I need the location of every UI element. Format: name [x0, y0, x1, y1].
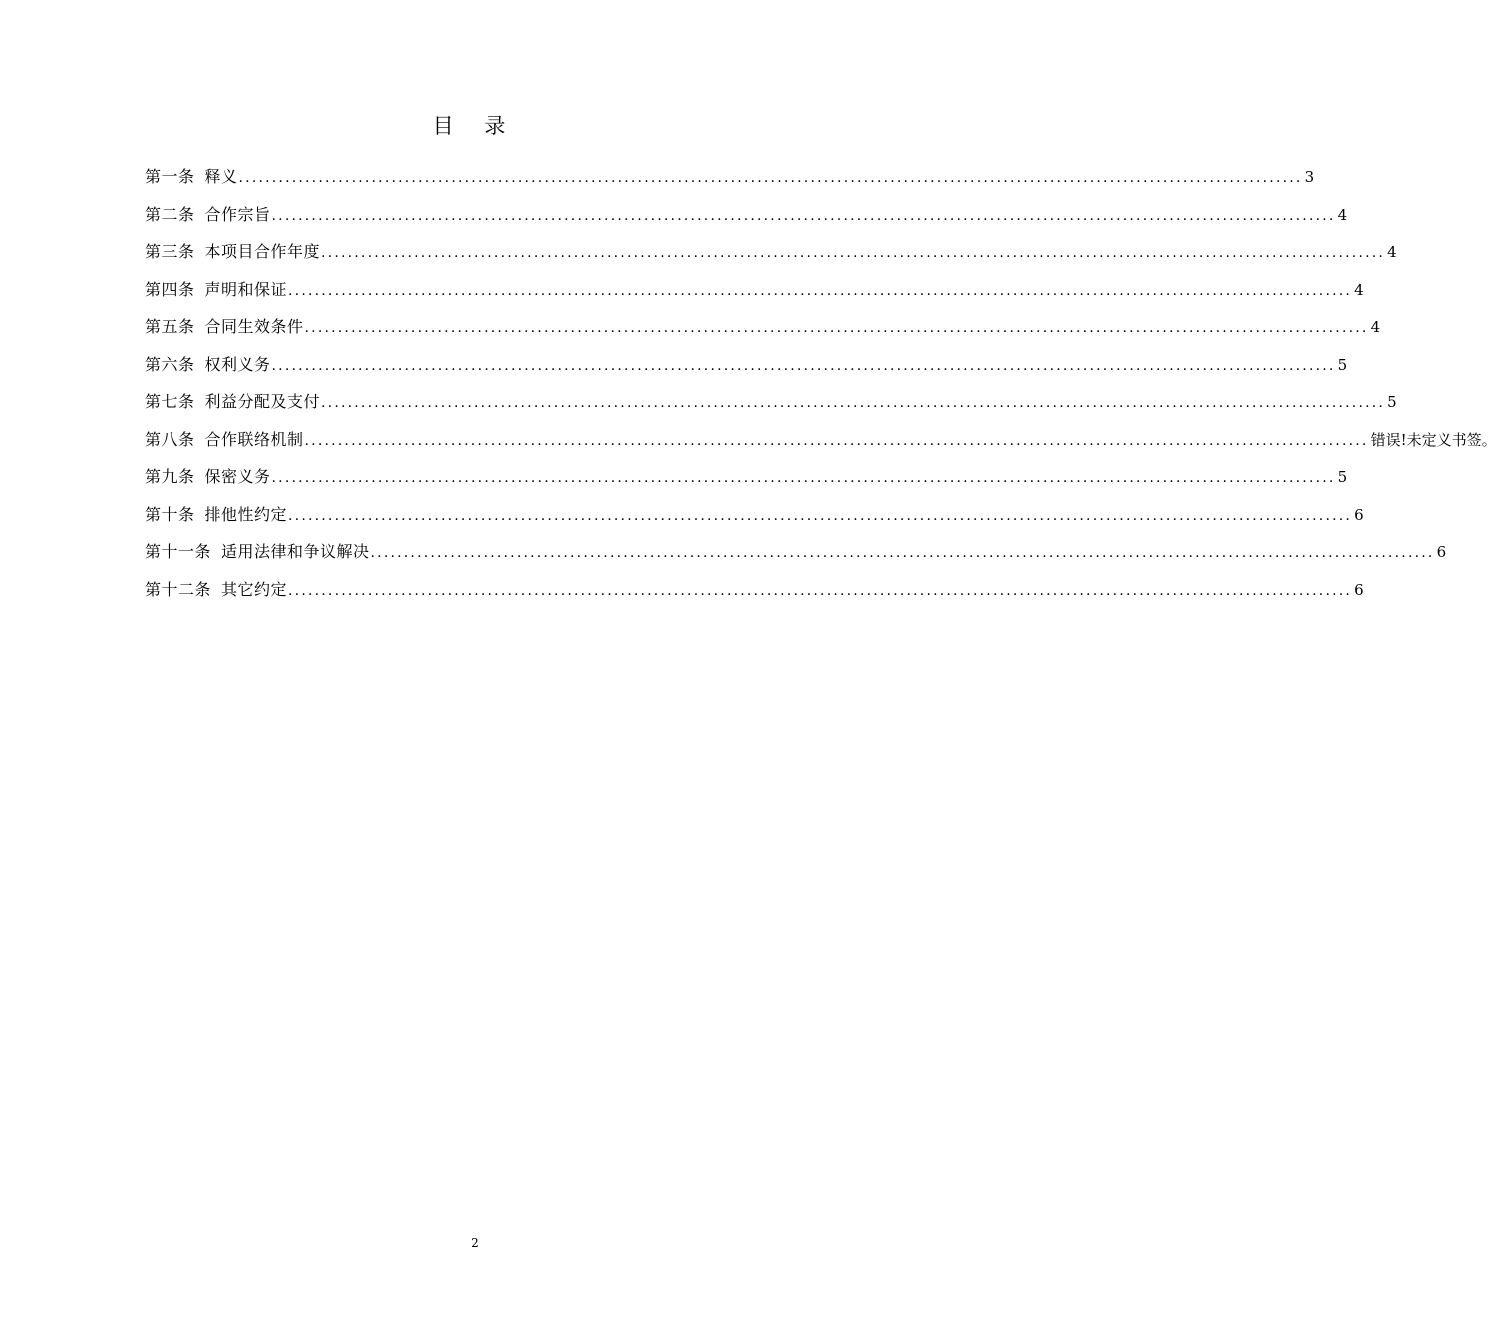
toc-page-ref: 5 — [1337, 355, 1348, 374]
toc-entry[interactable] — [145, 463, 1348, 501]
toc-article-number: 第一条 — [145, 167, 195, 186]
dot-leader: ................................................................................................................................................................ — [288, 507, 1353, 524]
dot-leader: ................................................................................................................................................................ — [304, 432, 1369, 449]
toc-article-number: 第十一条 — [145, 542, 212, 561]
page-number: 2 — [471, 1236, 479, 1250]
toc-article-title: 合作联络机制 — [204, 429, 304, 449]
dot-leader: ................................................................................................................................................................ — [288, 582, 1353, 599]
toc-article-number: 第二条 — [145, 204, 195, 224]
dot-leader: ................................................................................................................................................................ — [288, 282, 1353, 299]
toc-entry[interactable] — [145, 388, 1397, 426]
toc-page-ref: 4 — [1370, 318, 1381, 336]
toc-page-ref: 4 — [1387, 243, 1397, 261]
toc-article-title: 合作宗旨 — [204, 204, 271, 224]
toc-entry[interactable] — [145, 313, 1381, 351]
toc-article-title: 利益分配及支付 — [204, 392, 321, 411]
toc-article-title: 权利义务 — [204, 354, 271, 374]
toc-article-number: 第四条 — [145, 279, 195, 299]
toc-article-title: 排他性约定 — [204, 504, 288, 524]
toc-article-number: 第十二条 — [145, 579, 212, 599]
toc-page-ref: 5 — [1387, 393, 1397, 411]
toc-article-title: 其它约定 — [221, 579, 288, 599]
toc-article-number: 第八条 — [145, 429, 195, 449]
toc-article-number: 第三条 — [145, 242, 195, 261]
toc-page-ref: 5 — [1337, 468, 1348, 486]
toc-entry[interactable] — [145, 351, 1348, 389]
toc-page-ref: 6 — [1436, 543, 1447, 561]
toc-page-ref: 错误!未定义书签。 — [1370, 430, 1497, 449]
toc-article-number: 第九条 — [145, 467, 195, 486]
dot-leader: ................................................................................................................................................................ — [370, 545, 1435, 561]
toc-article-title: 本项目合作年度 — [204, 242, 321, 261]
toc-entry[interactable] — [145, 276, 1364, 314]
toc-entry[interactable] — [145, 201, 1348, 239]
toc-entry[interactable] — [145, 538, 1447, 576]
dot-leader: ................................................................................................................................................................ — [304, 320, 1369, 336]
toc-entry[interactable] — [145, 501, 1364, 539]
dot-leader: ................................................................................................................................................................ — [238, 170, 1303, 186]
toc-page-ref: 6 — [1354, 580, 1364, 599]
toc-entry[interactable] — [145, 576, 1364, 614]
toc-page-ref: 6 — [1354, 505, 1364, 524]
toc-entry[interactable] — [145, 163, 1315, 201]
dot-leader: ................................................................................................................................................................ — [271, 357, 1336, 374]
toc-article-title: 保密义务 — [204, 467, 271, 486]
toc-entry[interactable] — [145, 238, 1397, 276]
dot-leader: ................................................................................................................................................................ — [321, 245, 1386, 261]
dot-leader: ................................................................................................................................................................ — [321, 395, 1386, 411]
dot-leader: ................................................................................................................................................................ — [271, 470, 1336, 486]
toc-article-number: 第七条 — [145, 392, 195, 411]
toc-article-number: 第六条 — [145, 354, 195, 374]
toc-entry[interactable] — [145, 426, 1497, 464]
toc-article-number: 第五条 — [145, 317, 195, 336]
toc-article-title: 适用法律和争议解决 — [221, 542, 370, 561]
toc-page-ref: 4 — [1337, 205, 1348, 224]
toc-article-number: 第十条 — [145, 504, 195, 524]
toc-page-ref: 3 — [1304, 168, 1315, 186]
toc-article-title: 合同生效条件 — [204, 317, 304, 336]
table-of-contents — [145, 163, 1497, 613]
toc-article-title: 声明和保证 — [204, 279, 288, 299]
dot-leader: ................................................................................................................................................................ — [271, 207, 1336, 224]
toc-title: 目 录 — [432, 114, 518, 138]
toc-page-ref: 4 — [1354, 280, 1364, 299]
toc-article-title: 释义 — [204, 167, 238, 186]
